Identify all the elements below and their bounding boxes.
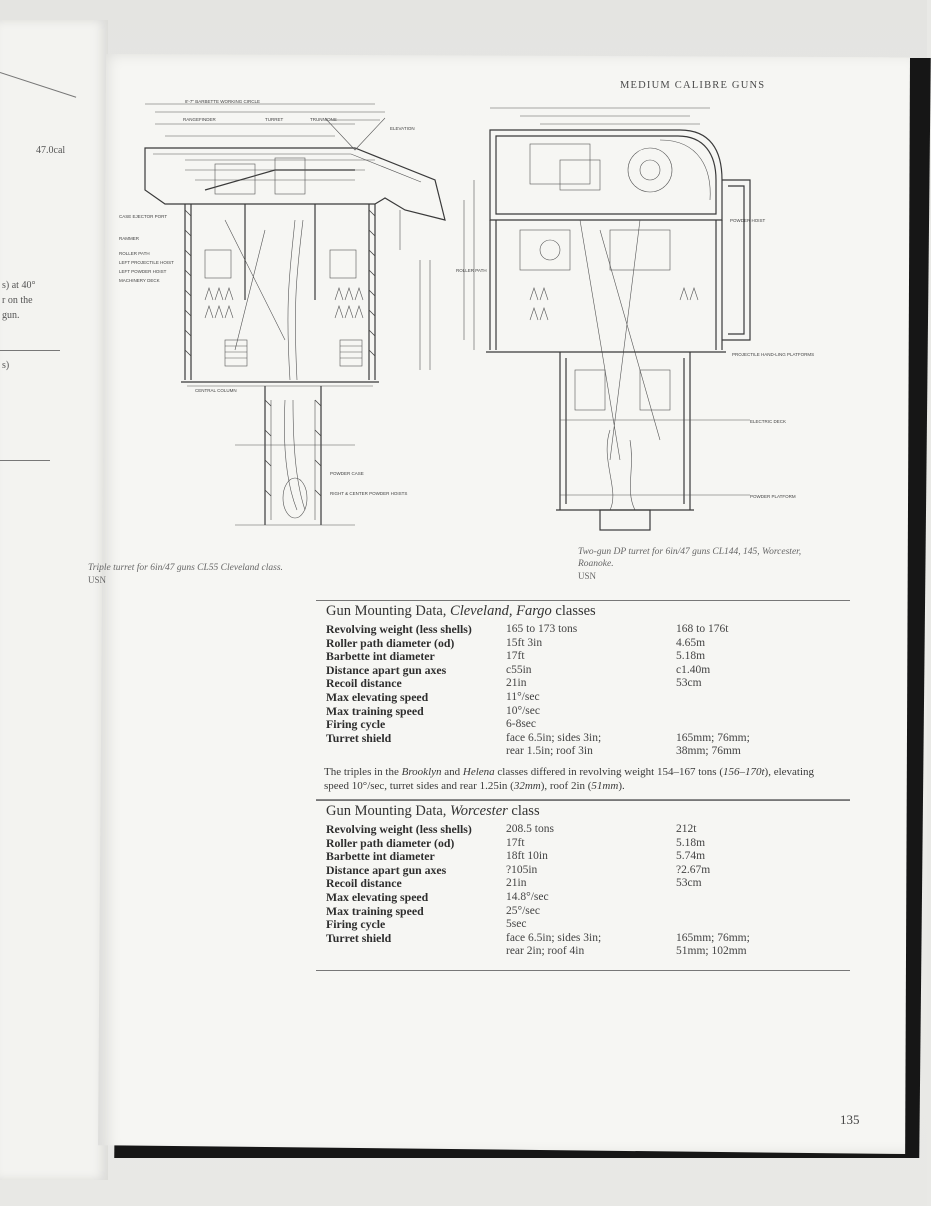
row-label: Revolving weight (less shells) — [326, 622, 472, 636]
table-title-classes: Worcester — [450, 803, 508, 819]
label-trunnions: TRUNNIONS — [310, 117, 337, 122]
label-left-projectile-hoist: LEFT PROJECTILE HOIST — [119, 260, 174, 265]
note-segment: Helena — [462, 765, 495, 778]
row-label: Firing cycle — [326, 717, 386, 732]
row-label: Max training speed — [326, 703, 424, 718]
note-segment: 32mm — [513, 779, 541, 792]
row-imperial-value: 11°/sec — [506, 690, 540, 703]
table-row — [316, 718, 850, 732]
row-label: Firing cycle — [326, 917, 386, 932]
row-imperial-value: 21in — [506, 877, 527, 890]
label-machinery-deck: MACHINERY DECK — [119, 278, 160, 283]
row-metric-value: 165mm; 76mm; — [676, 731, 750, 744]
row-imperial-value: 17ft — [506, 836, 525, 849]
row-imperial-value: 10°/sec — [506, 704, 540, 717]
row-label — [316, 745, 506, 759]
table-row — [316, 732, 850, 746]
row-label — [316, 945, 506, 959]
table-row — [316, 623, 850, 637]
left-caption-credit: USN — [88, 575, 107, 585]
row-imperial-value: 6-8sec — [506, 718, 537, 731]
row-metric-value: 168 to 176t — [676, 623, 729, 635]
row-metric-value — [676, 691, 850, 705]
row-label: Roller path diameter (od) — [326, 835, 455, 850]
label-elevation: ELEVATION — [390, 126, 415, 131]
note-segment: Brooklyn — [401, 765, 442, 778]
table-row — [316, 664, 850, 678]
row-label: Recoil distance — [326, 676, 402, 691]
note-segment: 156–170t — [722, 765, 765, 778]
label-powder-platform: POWDER PLATFORM — [750, 494, 796, 499]
left-page-fragment: s) at 40° — [2, 280, 36, 291]
left-page-fragment: s) — [2, 360, 10, 371]
table-row — [316, 745, 850, 759]
rule-line — [0, 460, 50, 461]
row-metric-value: 5.18m — [676, 650, 706, 663]
table-title-prefix: Gun Mounting Data, — [326, 603, 447, 619]
row-label: Roller path diameter (od) — [326, 635, 455, 650]
table-row — [316, 677, 850, 691]
label-projectile-handling: PROJECTILE HAND-LING PLATFORMS — [732, 352, 815, 357]
triple-turret-drawing — [119, 99, 455, 550]
two-gun-turret-drawing — [456, 100, 815, 540]
table-row — [316, 905, 850, 919]
label-barbette-circle: 8'-7" BARBETTE WORKING CIRCLE — [185, 99, 260, 104]
row-imperial-value: 21in — [506, 677, 527, 690]
row-imperial-value: 18ft 10in — [506, 850, 548, 863]
label-rangefinder: RANGEFINDER — [183, 117, 216, 122]
row-label: Distance apart gun axes — [326, 662, 447, 677]
left-page-fragment: r on the — [2, 295, 33, 306]
table-row — [316, 691, 850, 705]
label-powder-case: POWDER CASE — [330, 471, 364, 476]
table-row — [316, 932, 850, 946]
row-imperial-value: c55in — [506, 663, 532, 676]
row-imperial-value: ?105in — [506, 863, 538, 876]
row-imperial-value: 208.5 tons — [506, 823, 554, 835]
row-metric-value: 5.18m — [676, 836, 706, 849]
row-metric-value: 212t — [676, 823, 697, 835]
left-page-fragment: 47.0cal — [36, 145, 66, 156]
row-label: Barbette int diameter — [326, 849, 435, 864]
row-imperial-value: 25°/sec — [506, 904, 540, 917]
row-label: Turret shield — [326, 730, 392, 745]
note-segment: ). — [618, 779, 625, 792]
spec-table — [316, 623, 850, 759]
row-metric-value: 4.65m — [676, 636, 706, 649]
row-imperial-value: face 6.5in; sides 3in; — [506, 931, 602, 944]
label-right-center-hoists: RIGHT & CENTER POWDER HOISTS — [330, 491, 408, 496]
row-label: Recoil distance — [326, 876, 402, 891]
table-bottom-rule — [316, 970, 850, 971]
label-case-ejector: CASE EJECTOR PORT — [119, 214, 168, 219]
label-central-column: CENTRAL COLUMN — [195, 388, 237, 393]
left-facing-page — [0, 20, 108, 1180]
left-caption-text: Triple turret for 6in/47 guns CL55 Cleveland class. — [88, 563, 283, 573]
row-imperial-value: rear 2in; roof 4in — [506, 945, 585, 958]
left-figure-caption — [88, 562, 283, 586]
table-title-classes: Cleveland, Fargo — [450, 603, 552, 619]
row-metric-value — [676, 718, 850, 732]
note-segment: and — [441, 765, 463, 778]
row-metric-value: c1.40m — [676, 663, 711, 676]
gun-mounting-data-cleveland — [316, 600, 850, 800]
row-label: Max elevating speed — [326, 889, 429, 904]
table-title — [316, 800, 850, 821]
running-head: MEDIUM CALIBRE GUNS — [620, 80, 766, 91]
label-powder-hoist: POWDER HOIST — [730, 218, 766, 223]
rule-line — [0, 72, 76, 98]
rule-line — [0, 350, 60, 351]
row-metric-value: ?2.67m — [676, 863, 711, 876]
table-row — [316, 891, 850, 905]
table-row — [316, 650, 850, 664]
row-label: Distance apart gun axes — [326, 862, 447, 877]
row-metric-value: 38mm; 76mm — [676, 745, 741, 758]
row-imperial-value: face 6.5in; sides 3in; — [506, 731, 602, 744]
table-row — [316, 945, 850, 959]
row-label: Max training speed — [326, 903, 424, 918]
row-metric-value — [676, 705, 850, 719]
row-imperial-value: 17ft — [506, 650, 525, 663]
row-metric-value: 53cm — [676, 877, 702, 890]
table-row — [316, 837, 850, 851]
row-imperial-value: rear 1.5in; roof 3in — [506, 745, 593, 758]
note-segment: classes differed in revolving weight 154–167 tons ( — [494, 765, 723, 778]
right-figure-caption — [578, 546, 828, 582]
table-row — [316, 850, 850, 864]
label-roller-path-right: ROLLER PATH — [456, 268, 487, 273]
spec-table — [316, 823, 850, 959]
label-left-powder-hoist: LEFT POWDER HOIST — [119, 269, 167, 274]
table-row — [316, 705, 850, 719]
table-title-prefix: Gun Mounting Data, — [326, 803, 447, 819]
table-row — [316, 864, 850, 878]
table-row — [316, 637, 850, 651]
row-metric-value: 51mm; 102mm — [676, 945, 747, 958]
row-label: Revolving weight (less shells) — [326, 822, 472, 836]
note-segment: The triples in the — [324, 765, 402, 778]
row-metric-value: 5.74m — [676, 850, 706, 863]
right-caption-credit: USN — [578, 571, 597, 581]
row-metric-value: 53cm — [676, 677, 702, 690]
row-imperial-value: 15ft 3in — [506, 636, 543, 649]
left-page-fragment: gun. — [2, 310, 20, 321]
row-imperial-value: 165 to 173 tons — [506, 623, 578, 635]
gun-mounting-data-worcester — [316, 800, 850, 959]
label-turret: TURRET — [265, 117, 284, 122]
row-label: Barbette int diameter — [326, 649, 435, 664]
page-number: 135 — [840, 1112, 860, 1127]
table-title — [316, 600, 850, 621]
row-metric-value — [676, 905, 850, 919]
row-imperial-value: 5sec — [506, 918, 527, 931]
table-title-suffix: class — [511, 803, 540, 819]
table-row — [316, 918, 850, 932]
table-row — [316, 877, 850, 891]
row-metric-value — [676, 891, 850, 905]
table-title-suffix: classes — [555, 603, 596, 619]
table-note — [316, 759, 850, 800]
note-segment: ), roof 2in ( — [540, 779, 592, 792]
label-electric-deck: ELECTRIC DECK — [750, 419, 787, 424]
row-label: Turret shield — [326, 930, 392, 945]
row-metric-value: 165mm; 76mm; — [676, 931, 750, 944]
row-label: Max elevating speed — [326, 689, 429, 704]
label-rammer: RAMMER — [119, 236, 139, 241]
label-roller-path: ROLLER PATH — [119, 251, 150, 256]
note-segment: ), elevating speed 10°/sec, turret sides and rear 1.25in ( — [324, 765, 815, 792]
row-imperial-value: 14.8°/sec — [506, 890, 549, 903]
note-segment: 51mm — [591, 779, 619, 792]
right-caption-text: Two-gun DP turret for 6in/47 guns CL144, 145, Worcester, Roanoke. — [578, 547, 802, 569]
table-row — [316, 823, 850, 837]
row-metric-value — [676, 918, 850, 932]
